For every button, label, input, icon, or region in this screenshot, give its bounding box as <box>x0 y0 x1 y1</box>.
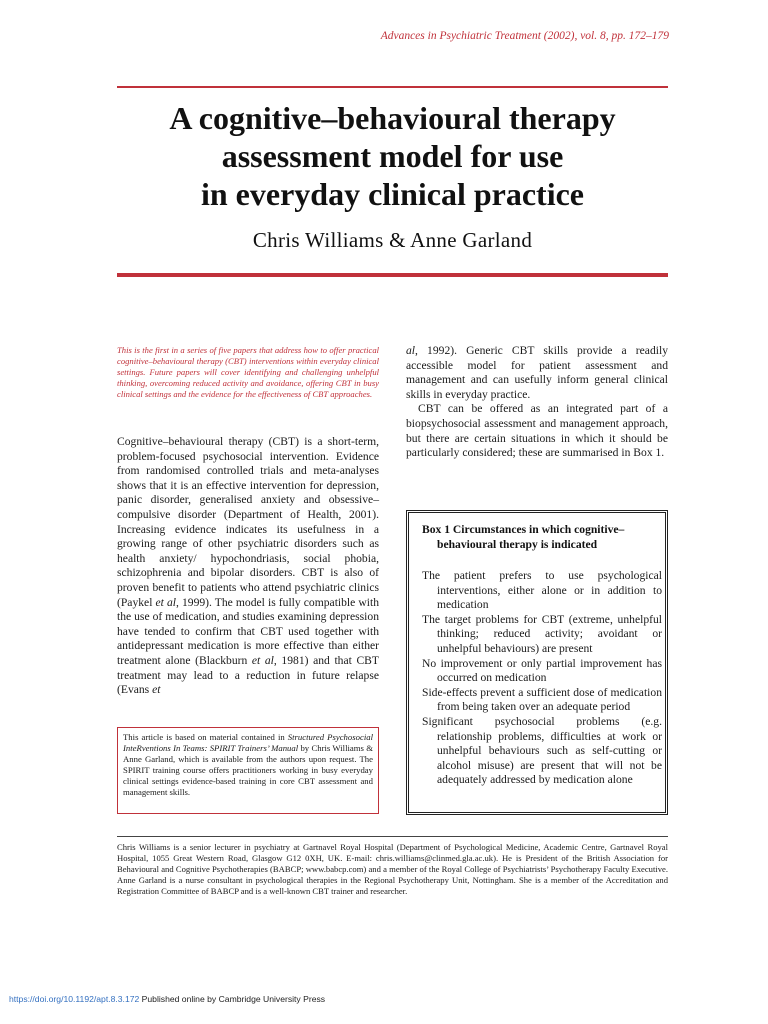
text-run: , 1992). Generic CBT skills provide a readily accessible model for patient assessment and management and can usefully inform general clinical skills in everyday practice. <box>406 344 668 401</box>
box-1-list <box>422 569 662 788</box>
body-column-left <box>117 435 379 698</box>
list-item: Side-effects prevent a sufficient dose of medication from being taken over an adequate period <box>422 685 662 714</box>
footnote-divider <box>117 836 668 837</box>
journal-citation: Advances in Psychiatric Treatment (2002), vol. 8, pp. 172–179 <box>380 30 669 42</box>
paragraph-intro <box>117 435 379 698</box>
author-footnote: Chris Williams is a senior lecturer in psychiatry at Gartnavel Royal Hospital (Department of Psychological Medicine, Academic Centre, Gartnavel Royal Hospital, 1055 Great Western Road, Glasgow G12 0XH, UK. E-mail: chris.williams@clinmed.gla.ac.uk). He is President of the British Association for Behavioural and Cognitive Psychotherapies (BABCP; www.babcp.com) and a member of the Royal College of Psychiatrists’ Psychotherapy Faculty Executive. Anne Garland is a nurse consultant in psychological therapies in the Regional Psychotherapy Unit, Nottingham. She is a member of the Accreditation and Registration Committee of BABCP and is a well-known CBT trainer and researcher. <box>117 842 668 896</box>
doi-link[interactable]: https://doi.org/10.1192/apt.8.3.172 <box>9 994 140 1004</box>
box-1-title-line-2: behavioural therapy is indicated <box>437 537 598 551</box>
box-1-title <box>422 523 658 552</box>
title-line-3: in everyday clinical practice <box>200 176 584 212</box>
paragraph-cbt-offered: CBT can be offered as an integrated part of a biopsychosocial assessment and management approach, but there are certain situations in which it should be particularly considered; these are summarised in Box 1. <box>406 402 668 460</box>
source-note-box <box>117 727 379 814</box>
list-item: Significant psychosocial problems (e.g. relationship problems, difficulties at work or unhelpful behaviours such as self-cutting or alcohol misuse) are present that will not be adequately addressed by medication alone <box>422 714 662 787</box>
list-item: No improvement or only partial improvement has occurred on medication <box>422 656 662 685</box>
box-1 <box>406 510 668 815</box>
text-run: , 1981) and that CBT treatment may lead to a reduction in future relapse (Evans <box>117 653 379 697</box>
list-item: The target problems for CBT (extreme, unhelpful thinking; reduced activity; avoidant or unhelpful behaviours) are present <box>422 612 662 655</box>
title-line-1: A cognitive–behavioural therapy <box>169 100 616 136</box>
authors: Chris Williams & Anne Garland <box>252 228 533 252</box>
doi-line <box>9 994 325 1004</box>
text-run: Cognitive–behavioural therapy (CBT) is a short-term, problem-focused psychosocial intervention. Evidence from randomised controlled trials and meta-analyses shows that it is an effective intervention for depression, panic disorder, generalised anxiety and obsessive–compulsive disorder (Department of Health, 2001). Increasing evidence indicates its usefulness in a growing range of other psychiatric disorders such as health anxiety/ hypochondriasis, social phobia, schizophrenia and bipolar disorders. CBT is also of proven benefit to patients who attend psychiatric clinics (Paykel <box>117 435 379 609</box>
text-run: This article is based on material contained in <box>123 732 288 742</box>
et-al: et <box>152 683 161 697</box>
text-run: , 1999). The model is fully compatible with the use of medication, and studies examining depression have tended to confirm that CBT used together with antidepressant medication is more effective than either treatment alone (Blackburn <box>117 595 379 667</box>
text-run: by Chris Williams & Anne Garland, which is available from the authors upon request. The SPIRIT training course offers practitioners working in busy everyday clinical settings evidence-based training in core CBT assessment and management skills. <box>123 743 373 797</box>
box-1-title-line-1: Box 1 Circumstances in which cognitive– <box>422 523 625 536</box>
list-item: The patient prefers to use psychological interventions, either alone or in addition to medication <box>422 569 662 612</box>
title-line-2: assessment model for use <box>221 138 564 174</box>
et-al: et al <box>251 653 274 667</box>
published-note: Published online by Cambridge University Press <box>139 994 326 1004</box>
abstract: This is the first in a series of five papers that address how to offer practical cognitive–behavioural therapy (CBT) interventions within everyday clinical settings. Future papers will cover identifying and challenging unhelpful thinking, overcoming reduced activity and avoidance, offering CBT in busy clinical settings and the evidence for the effectiveness of CBT approaches. <box>117 345 379 399</box>
top-divider <box>117 86 668 88</box>
source-note-text <box>123 732 373 798</box>
body-column-right <box>406 344 668 461</box>
title-bottom-divider <box>117 273 668 277</box>
paragraph-continued <box>406 344 668 402</box>
et-al: et al <box>155 595 176 609</box>
article-title <box>117 99 668 213</box>
et-al: al <box>406 344 416 357</box>
manual-title: Structured Psychosocial InteRventions In Teams: SPIRIT Trainers’ Manual <box>123 732 373 753</box>
